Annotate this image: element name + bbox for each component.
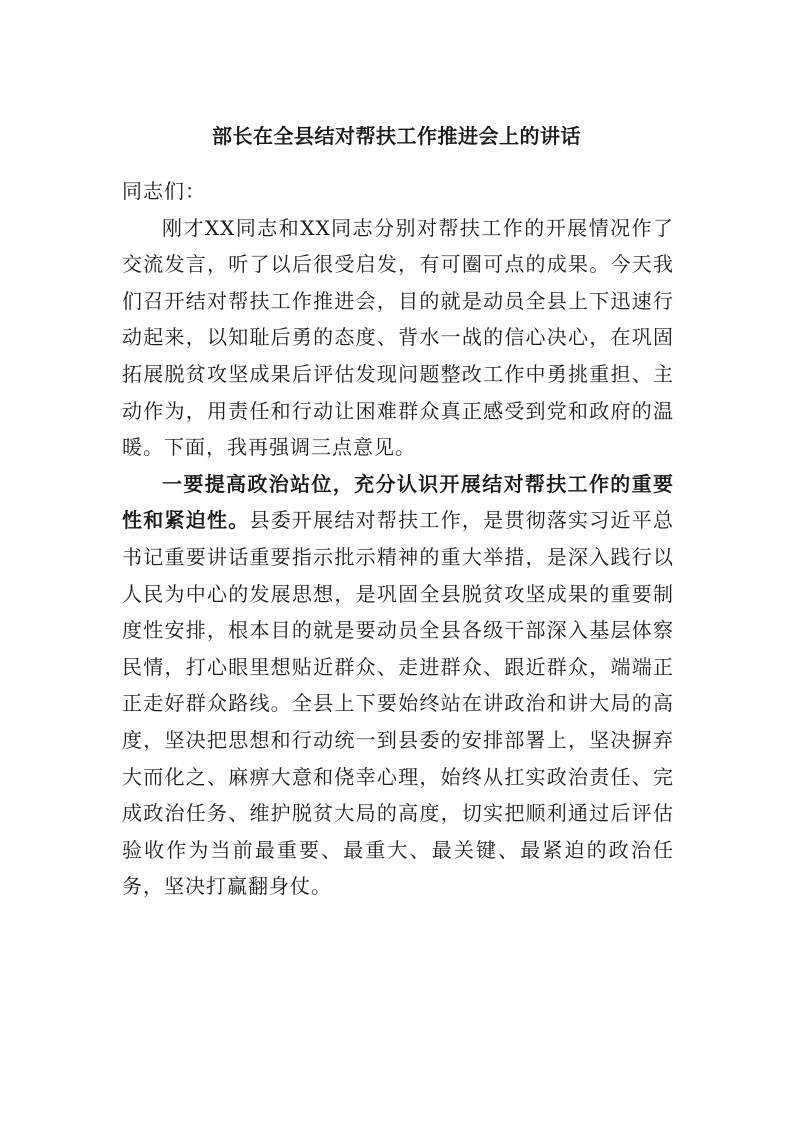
document-title: 部长在全县结对帮扶工作推进会上的讲话 — [212, 124, 581, 148]
paragraph-point-one-text: 县委开展结对帮扶工作，是贯彻落实习近平总书记重要讲话重要指示批示精神的重大举措，是深入践行以人民为中心的发展思想，是巩固全县脱贫攻坚成果的重要制度性安排，根本目的就是要动员全县各级干部深入基层体察民情，打心眼里想贴近群众、走进群众、跟近群众，端端正正走好群众路线。全县上下要始终站在讲政治和讲大局的高度，坚决把思想和行动统一到县委的安排部署上，坚决摒弃大而化之、麻痹大意和侥幸心理，始终从扛实政治责任、完成政治任务、维护脱贫大局的高度，切实把顺利通过后评估验收作为当前最重要、最重大、最关键、最紧迫的政治任务，坚决打赢翻身仗。 — [122, 508, 675, 899]
salutation: 同志们： — [122, 179, 206, 203]
paragraph-opening: 刚才XX同志和XX同志分别对帮扶工作的开展情况作了交流发言，听了以后很受启发，有可圈可点的成果。今天我们召开结对帮扶工作推进会，目的就是动员全县上下迅速行动起来，以知耻后勇的态度、背水一战的信心决心，在巩固拓展脱贫攻坚成果后评估发现问题整改工作中勇挑重担、主动作为，用责任和行动让困难群众真正感受到党和政府的温暖。下面，我再强调三点意见。 — [122, 215, 674, 460]
paragraph-point-one-lead: 一要提高政治站位，充分认识开展结对帮扶工作的重要性和紧迫性。 — [122, 471, 674, 533]
document-body — [122, 173, 674, 905]
paragraph-point-one — [122, 466, 674, 905]
